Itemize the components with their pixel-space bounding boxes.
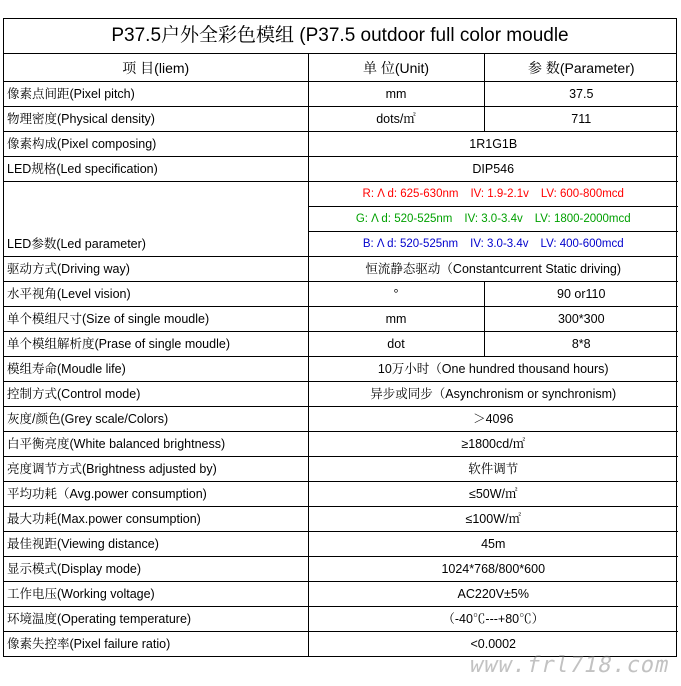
row-label: 灰度/颜色(Grey scale/Colors) <box>4 407 308 432</box>
spec-sheet <box>3 18 677 657</box>
row-value: 300*300 <box>484 307 678 332</box>
table-row <box>4 407 678 432</box>
row-label: 平均功耗（Avg.power consumption) <box>4 482 308 507</box>
table-row <box>4 132 678 157</box>
row-label: 像素点间距(Pixel pitch) <box>4 82 308 107</box>
header-row <box>4 54 678 82</box>
row-value: ≤50W/㎡ <box>308 482 678 507</box>
table-row <box>4 307 678 332</box>
table-row <box>4 582 678 607</box>
row-label: 控制方式(Control mode) <box>4 382 308 407</box>
row-value: ≤100W/㎡ <box>308 507 678 532</box>
row-value: ＞4096 <box>308 407 678 432</box>
spec-table <box>4 54 678 656</box>
table-row <box>4 607 678 632</box>
led-line <box>308 182 678 207</box>
row-value: 恒流静态驱动（Constantcurrent Static driving) <box>308 257 678 282</box>
row-label: 驱动方式(Driving way) <box>4 257 308 282</box>
row-label: 像素失控率(Pixel failure ratio) <box>4 632 308 657</box>
header-unit: 单 位(Unit) <box>308 54 484 82</box>
row-value: ≥1800cd/㎡ <box>308 432 678 457</box>
led-wave: R: Λ d: 625-630nm <box>362 188 459 200</box>
row-label: 最大功耗(Max.power consumption) <box>4 507 308 532</box>
header-param: 参 数(Parameter) <box>484 54 678 82</box>
table-row <box>4 357 678 382</box>
led-volt: IV: 3.0-3.4v <box>470 238 529 250</box>
table-row <box>4 432 678 457</box>
row-value: （-40℃---+80℃） <box>308 607 678 632</box>
row-unit: dot <box>308 332 484 357</box>
table-row <box>4 82 678 107</box>
led-volt: IV: 1.9-2.1v <box>470 188 529 200</box>
row-value: 37.5 <box>484 82 678 107</box>
led-lum: LV: 600-800mcd <box>540 188 624 200</box>
row-value: <0.0002 <box>308 632 678 657</box>
row-label: 白平衡亮度(White balanced brightness) <box>4 432 308 457</box>
row-label: 工作电压(Working voltage) <box>4 582 308 607</box>
row-label: 亮度调节方式(Brightness adjusted by) <box>4 457 308 482</box>
led-lum: LV: 1800-2000mcd <box>534 213 631 225</box>
row-label: 环境温度(Operating temperature) <box>4 607 308 632</box>
led-wave: B: Λ d: 520-525nm <box>362 238 459 250</box>
led-line <box>308 207 678 232</box>
table-row <box>4 282 678 307</box>
page-title: P37.5户外全彩色模组 (P37.5 outdoor full color moudle <box>4 19 676 54</box>
row-unit: mm <box>308 82 484 107</box>
row-value: 1024*768/800*600 <box>308 557 678 582</box>
watermark: www.frl718.com <box>466 653 672 678</box>
row-label: 最佳视距(Viewing distance) <box>4 532 308 557</box>
row-value: 45m <box>308 532 678 557</box>
table-row <box>4 557 678 582</box>
table-row <box>4 382 678 407</box>
table-row <box>4 332 678 357</box>
row-value: AC220V±5% <box>308 582 678 607</box>
table-row <box>4 532 678 557</box>
row-value: 异步或同步（Asynchronism or synchronism) <box>308 382 678 407</box>
table-row <box>4 482 678 507</box>
table-row <box>4 457 678 482</box>
row-value: 711 <box>484 107 678 132</box>
row-label: 单个模组尺寸(Size of single moudle) <box>4 307 308 332</box>
row-label: 显示模式(Display mode) <box>4 557 308 582</box>
header-item: 项 目(liem) <box>4 54 308 82</box>
row-unit: dots/㎡ <box>308 107 484 132</box>
row-value: 10万小时（One hundred thousand hours) <box>308 357 678 382</box>
table-row <box>4 507 678 532</box>
row-label: 像素构成(Pixel composing) <box>4 132 308 157</box>
row-label: 单个模组解析度(Prase of single moudle) <box>4 332 308 357</box>
led-lum: LV: 400-600mcd <box>540 238 624 250</box>
row-value: 1R1G1B <box>308 132 678 157</box>
row-label: 模组寿命(Moudle life) <box>4 357 308 382</box>
led-row <box>4 182 678 207</box>
row-value: 90 or110 <box>484 282 678 307</box>
row-unit: mm <box>308 307 484 332</box>
led-volt: IV: 3.0-3.4v <box>464 213 523 225</box>
led-parameter-label: LED参数(Led parameter) <box>4 182 308 257</box>
table-row <box>4 257 678 282</box>
table-row <box>4 107 678 132</box>
row-label: 物理密度(Physical density) <box>4 107 308 132</box>
led-wave: G: Λ d: 520-525nm <box>355 213 453 225</box>
led-line <box>308 232 678 257</box>
row-label: LED规格(Led specification) <box>4 157 308 182</box>
row-value: 软件调节 <box>308 457 678 482</box>
table-row <box>4 157 678 182</box>
row-value: 8*8 <box>484 332 678 357</box>
row-unit: ° <box>308 282 484 307</box>
row-value: DIP546 <box>308 157 678 182</box>
row-label: 水平视角(Level vision) <box>4 282 308 307</box>
